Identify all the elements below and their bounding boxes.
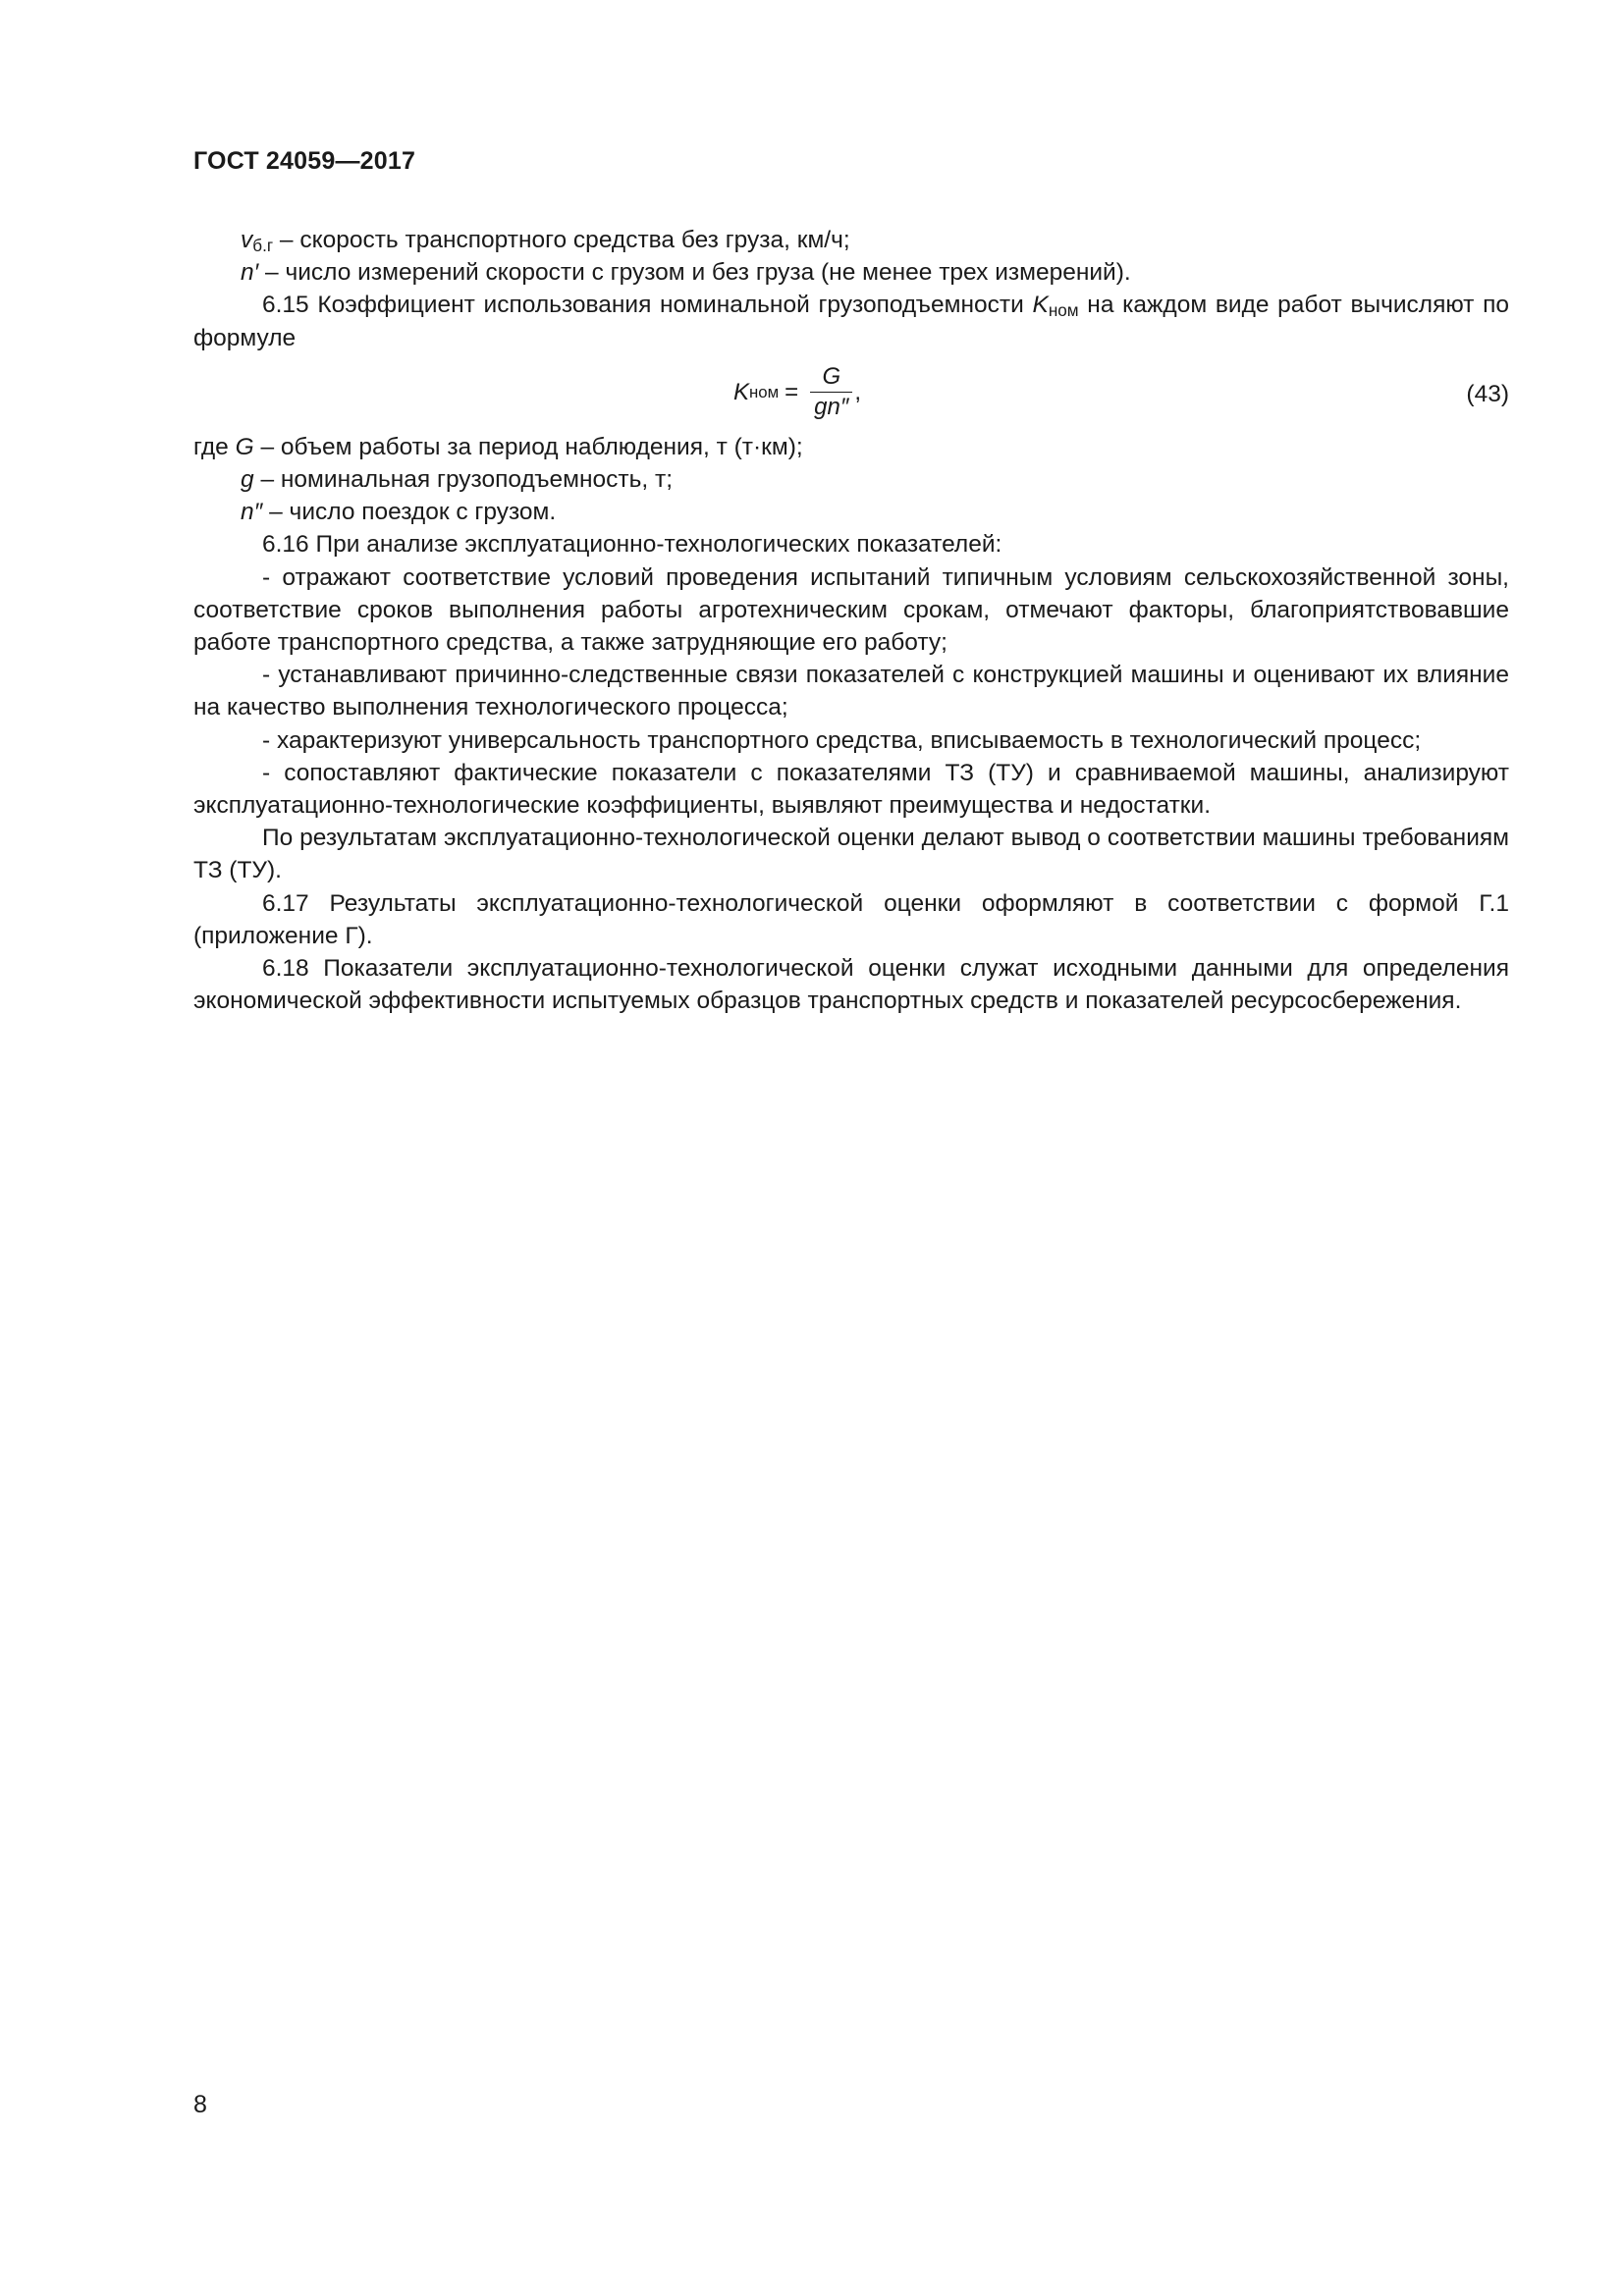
symbol: n″ <box>241 499 263 526</box>
definition-n-double-prime <box>193 496 1509 528</box>
definition-text: – объем работы за период наблюдения, т (т·км); <box>253 433 803 460</box>
formula-expression: K ном = $\frac{G}{gn''}$ , <box>733 362 862 421</box>
formula-lhs: K <box>733 378 750 405</box>
definition-text: – число поездок с грузом. <box>262 499 557 526</box>
definition-text: – номинальная грузоподъемность, т; <box>253 466 674 494</box>
definition-v-bg <box>193 224 1509 256</box>
definition-g <box>193 463 1509 496</box>
paragraph-text: на каждом виде работ вычисляют по формуле <box>193 292 1509 351</box>
list-item: - отражают соответствие условий проведения испытаний типичным условиям сельскохозяйственной зоны, соответствие сроков выполнения работы агротехническим срокам, отмечают факторы, благоприятствовавшие работе транспортного средства, а также затрудняющие его работу; <box>193 563 1509 657</box>
symbol: n′ <box>241 259 259 287</box>
document-body <box>193 224 1509 1017</box>
symbol: g <box>241 466 254 494</box>
document-header: ГОСТ 24059—2017 <box>193 147 416 175</box>
symbol: K <box>1032 292 1049 319</box>
symbol-subscript: ном <box>1048 300 1079 321</box>
formula-equals: = <box>785 378 799 405</box>
formula-denominator: gn″ <box>814 394 849 421</box>
paragraph-6-16: 6.16 При анализе эксплуатационно-технологических показателей: <box>262 531 1002 559</box>
symbol-subscript: б.г <box>252 236 274 255</box>
formula-fraction <box>810 364 852 421</box>
definition-prefix: где <box>193 433 236 460</box>
paragraph-6-18: 6.18 Показатели эксплуатационно-технологической оценки служат исходными данными для определения экономической эффективности испытуемых образцов транспортных средств и показателей ресурсосбережения. <box>193 955 1509 1015</box>
list-item: - устанавливают причинно-следственные связи показателей с конструкцией машины и оценивают их влияние на качество выполнения технологического процесса; <box>193 662 1509 721</box>
paragraph-6-15 <box>193 289 1509 353</box>
formula-43 <box>193 356 1509 431</box>
paragraph-6-17: 6.17 Результаты эксплуатационно-технологической оценки оформляют в соответствии с формой Г.1 (приложение Г). <box>193 889 1509 949</box>
list-item: - сопоставляют фактические показатели с показателями ТЗ (ТУ) и сравниваемой машины, анализируют эксплуатационно-технологические коэффициенты, выявляют преимущества и недостатки. <box>193 759 1509 820</box>
formula-number: (43) <box>1466 380 1509 407</box>
formula-numerator: G <box>822 362 841 390</box>
paragraph-text: 6.15 Коэффициент использования номинальной грузоподъемности <box>262 292 1033 319</box>
list-item: - характеризуют универсальность транспортного средства, вписываемость в технологический процесс; <box>262 726 1422 754</box>
definition-text: – число измерений скорости с грузом и без груза (не менее трех измерений). <box>258 259 1131 287</box>
symbol: v <box>241 227 253 253</box>
definition-text: – скорость транспортного средства без груза, км/ч; <box>273 227 850 253</box>
definition-G <box>193 431 1509 463</box>
definition-n-prime <box>193 256 1509 289</box>
symbol: G <box>235 433 254 460</box>
page-number: 8 <box>193 2091 207 2118</box>
formula-trail: , <box>854 378 862 405</box>
paragraph-conclusion: По результатам эксплуатационно-технологической оценки делают вывод о соответствии машины требованиям ТЗ (ТУ). <box>193 825 1509 884</box>
